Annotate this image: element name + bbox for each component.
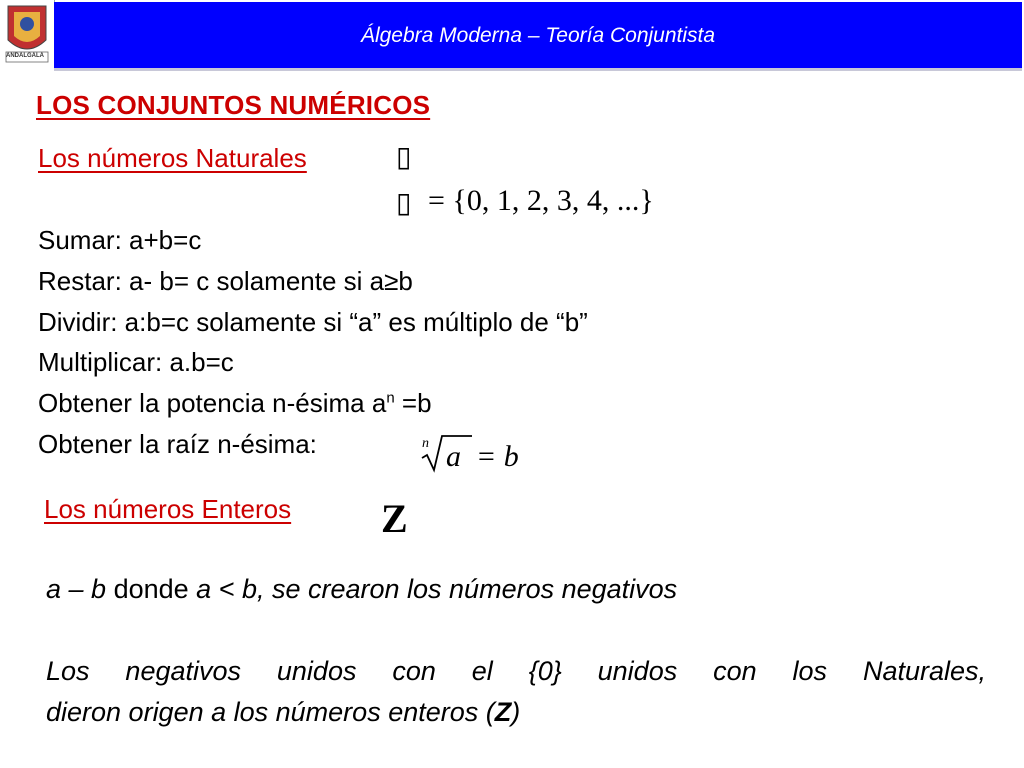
expression-a-minus-b: a – b — [46, 574, 107, 604]
potencia-suffix: =b — [394, 388, 432, 418]
title-bar — [54, 2, 1022, 71]
enteros-negativos-line — [46, 574, 677, 605]
operation-dividir: Dividir: a:b=c solamente si “a” es múltiplo de “b” — [38, 307, 588, 337]
logo-caption: ANDALGALA — [6, 53, 44, 59]
z-bold: Z — [494, 697, 512, 727]
operation-multiplicar: Multiplicar: a.b=c — [38, 347, 234, 377]
naturales-set-symbol: ▯ — [396, 186, 412, 219]
potencia-exponent: n — [386, 389, 395, 407]
closing-paren: ) — [511, 697, 521, 727]
logo-image — [0, 0, 55, 70]
operation-sumar: Sumar: a+b=c — [38, 225, 202, 255]
enteros-symbol: Z — [381, 496, 408, 541]
root-radicand: a — [446, 440, 461, 473]
root-index: n — [422, 436, 429, 451]
root-formula — [418, 428, 538, 478]
naturales-set-equation: = {0, 1, 2, 3, 4, ...} — [428, 184, 654, 217]
crest-icon — [0, 0, 54, 70]
section-heading: LOS CONJUNTOS NUMÉRICOS — [36, 90, 431, 120]
naturales-label: Los números Naturales — [38, 143, 307, 173]
negativos-text: a < b, se crearon los números negativos — [196, 574, 678, 604]
operation-potencia — [38, 388, 432, 419]
operation-raiz: Obtener la raíz n-ésima: — [38, 429, 317, 459]
enteros-paragraph-line2 — [46, 697, 520, 728]
donde-word: donde — [106, 574, 197, 604]
slide-header — [0, 0, 1024, 72]
slide-title: Álgebra Moderna – Teoría Conjuntista — [360, 24, 716, 47]
origen-text: dieron origen a los números enteros ( — [46, 697, 495, 727]
enteros-label: Los números Enteros — [44, 494, 292, 524]
root-result: = b — [476, 440, 519, 473]
naturales-symbol: ▯ — [396, 140, 412, 173]
enteros-paragraph-line1: Los negativos unidos con el {0} unidos con los Naturales, — [46, 656, 986, 686]
operation-restar: Restar: a- b= c solamente si a≥b — [38, 266, 413, 296]
potencia-text: Obtener la potencia n-ésima a — [38, 388, 387, 418]
